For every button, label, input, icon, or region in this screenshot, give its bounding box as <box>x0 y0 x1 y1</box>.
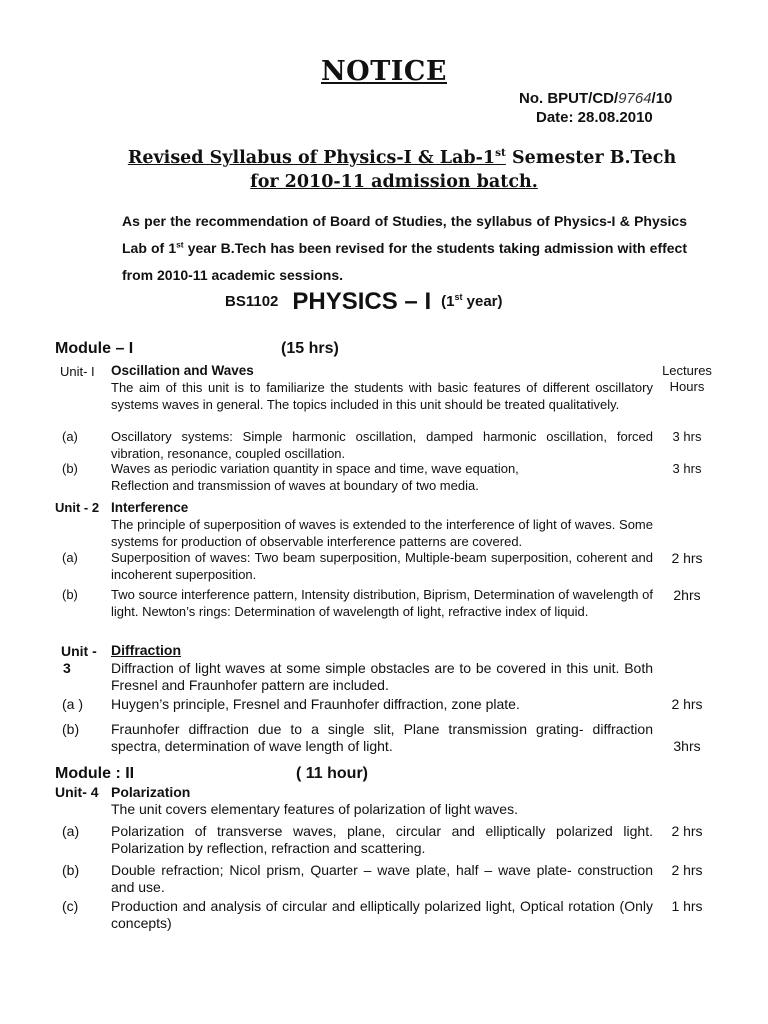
unit-2-b-text: Two source interference pattern, Intensity distribution, Biprism, Determination of wavelength of light. Newton’s rings: Determination of wavelength of light, refractive index of liquid. <box>111 587 653 619</box>
course-name: PHYSICS – I <box>292 288 432 315</box>
unit-4-title: Polarization <box>111 784 191 800</box>
unit-4-b-label: (b) <box>62 862 80 878</box>
unit-3-label: Unit - 3 <box>61 643 97 676</box>
unit-4-c-label: (c) <box>62 898 79 914</box>
unit-2-a-hours: 2 hrs <box>671 550 703 566</box>
unit-1-b-text: Waves as periodic variation quantity in space and time, wave equation, Reflection and transmission of waves at boundary of two media. <box>111 461 519 493</box>
unit-1-a-label: (a) <box>62 429 78 444</box>
reference-number: No. BPUT/CD/9764/10 <box>519 90 673 107</box>
unit-3-a-hours: 2 hrs <box>671 696 703 712</box>
unit-4-b-text: Double refraction; Nicol prism, Quarter – wave plate, half – wave plate- construction and use. <box>111 862 653 895</box>
handwritten-number: 9764 <box>618 90 652 107</box>
module-1-heading: Module – I (15 hrs) <box>55 340 339 357</box>
unit-4-b-hours: 2 hrs <box>671 862 703 878</box>
unit-2-description: The principle of superposition of waves is extended to the interference of light of waves. Some systems for production of observable interference patterns are covered. <box>111 517 653 549</box>
unit-3-title: Diffraction <box>111 642 181 658</box>
unit-3-b-label: (b) <box>62 721 80 737</box>
syllabus-heading-line1: Revised Syllabus of Physics-I & Lab-1st Semester B.Tech <box>127 147 677 168</box>
unit-3-a-text: Huygen’s principle, Fresnel and Fraunhofer diffraction, zone plate. <box>111 696 520 712</box>
notice-date: Date: 28.08.2010 <box>536 109 653 126</box>
course-title <box>225 288 503 316</box>
unit-2-b-label: (b) <box>62 587 78 602</box>
module-2-heading: Module : II ( 11 hour) <box>55 765 369 782</box>
unit-2-b-hours: 2hrs <box>673 587 701 603</box>
unit-4-label: Unit- 4 <box>55 784 99 800</box>
unit-1-b-label: (b) <box>62 461 78 476</box>
course-year: (1st year) <box>441 292 503 310</box>
unit-1-label: Unit- I <box>60 364 95 379</box>
unit-3-a-label: (a ) <box>62 696 83 712</box>
unit-4-a-hours: 2 hrs <box>671 823 703 839</box>
unit-2-label: Unit - 2 <box>55 500 100 515</box>
notice-title: NOTICE <box>321 56 447 87</box>
intro-paragraph: As per the recommendation of Board of Studies, the syllabus of Physics-I & Physics Lab of 1st year B.Tech has been revised for the students taking admission with effect from 2010-11 academic sessions. <box>122 213 688 283</box>
unit-1-description: The aim of this unit is to familiarize the students with basic features of different oscillatory systems waves in general. The topics included in this unit should be treated qualitatively. <box>111 380 653 412</box>
syllabus-heading-line2: for 2010-11 admission batch. <box>250 172 538 192</box>
unit-3-b-text: Fraunhofer diffraction due to a single slit, Plane transmission grating- diffraction spectra, determination of wave length of light. <box>111 721 653 754</box>
unit-2-a-text: Superposition of waves: Two beam superposition, Multiple-beam superposition, coherent and incoherent superposition. <box>111 550 653 582</box>
unit-1-a-hours: 3 hrs <box>672 429 702 444</box>
unit-3-b-hours: 3hrs <box>673 738 701 754</box>
unit-1-b-hours: 3 hrs <box>672 461 702 476</box>
unit-4-a-label: (a) <box>62 823 80 839</box>
unit-1-title: Oscillation and Waves <box>111 363 254 378</box>
unit-2-title: Interference <box>111 500 189 515</box>
unit-4-c-hours: 1 hrs <box>671 898 703 914</box>
course-code: BS1102 <box>225 293 279 310</box>
unit-4-c-text: Production and analysis of circular and elliptically polarized light, Optical rotation (Only concepts) <box>111 898 653 931</box>
unit-2-a-label: (a) <box>62 550 78 565</box>
unit-4-description: The unit covers elementary features of polarization of light waves. <box>111 801 518 817</box>
unit-3-description: Diffraction of light waves at some simple obstacles are to be covered in this unit. Both Fresnel and Fraunhofer pattern are included. <box>111 660 653 693</box>
unit-1-a-text: Oscillatory systems: Simple harmonic oscillation, damped harmonic oscillation, forced vibration, resonance, coupled oscillation. <box>111 429 653 461</box>
lectures-hours-header: Lectures Hours <box>662 363 712 394</box>
unit-4-a-text: Polarization of transverse waves, plane, circular and elliptically polarized light. Polarization by reflection, refraction and scattering. <box>111 823 653 856</box>
